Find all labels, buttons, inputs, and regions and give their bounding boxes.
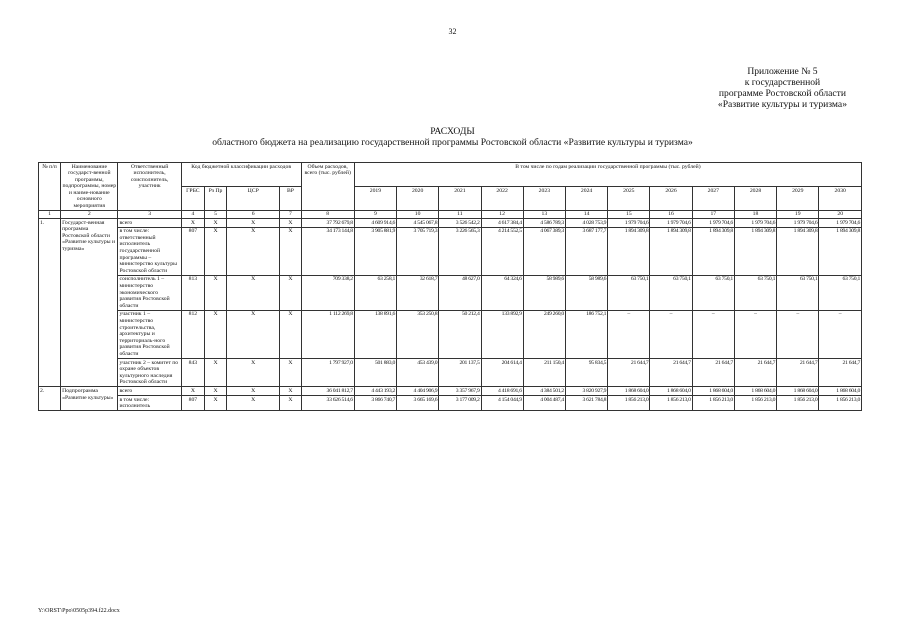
cell-num: 2.	[39, 387, 61, 411]
cell-year-value: 1 979 704,6	[608, 219, 650, 228]
column-index-cell: 14	[565, 211, 607, 219]
cell-year-value: 63 258,1	[354, 275, 396, 310]
column-index-cell: 4	[181, 211, 204, 219]
column-index-cell: 10	[397, 211, 439, 219]
cell-year-value: 4 067 389,3	[523, 227, 565, 275]
cell-year-value: 4 214 552,5	[481, 227, 523, 275]
column-index-cell: 17	[692, 211, 734, 219]
cell-year-value: 1 856 213,0	[777, 396, 819, 411]
column-index-cell: 7	[280, 211, 301, 219]
table-row	[39, 310, 862, 358]
column-index-cell: 6	[227, 211, 280, 219]
cell-total: 34 173 144,8	[301, 227, 354, 275]
cell-year-value: 58 989,6	[565, 275, 607, 310]
cell-year-value: 63 750,1	[650, 275, 692, 310]
cell-vr: X	[280, 310, 301, 358]
cell-responsible: в том числе: ответственный исполнитель государственной программы – министерство культуры Ростовской области	[118, 227, 181, 275]
cell-year-value: 1 979 704,6	[777, 219, 819, 228]
header-year: 2029	[777, 187, 819, 211]
cell-year-value: 3 526 542,2	[439, 219, 481, 228]
cell-vr: X	[280, 275, 301, 310]
cell-year-value: 4 154 044,9	[481, 396, 523, 411]
column-index-cell: 3	[118, 211, 181, 219]
cell-vr: X	[280, 387, 301, 396]
cell-year-value: 133 892,9	[481, 310, 523, 358]
header-year: 2028	[734, 187, 776, 211]
cell-year-value: 1 868 604,0	[692, 387, 734, 396]
cell-year-value: 1 979 704,6	[650, 219, 692, 228]
cell-year-value: –	[819, 310, 862, 358]
header-total: Объем расходов, всего (тыс. рублей)	[301, 163, 354, 211]
cell-year-value: –	[650, 310, 692, 358]
cell-csr: X	[227, 275, 280, 310]
cell-grbs: X	[181, 219, 204, 228]
document-title: РАСХОДЫ	[430, 126, 475, 137]
cell-year-value: 4 004 487,4	[523, 396, 565, 411]
cell-year-value: 211 150,4	[523, 359, 565, 387]
column-index-cell: 19	[777, 211, 819, 219]
cell-year-value: 32 618,7	[397, 275, 439, 310]
expenses-table	[38, 162, 862, 411]
cell-year-value: 63 750,1	[734, 275, 776, 310]
cell-num: 1.	[39, 219, 61, 387]
column-index-cell: 1	[39, 211, 61, 219]
cell-grbs: X	[181, 387, 204, 396]
cell-year-value: 1 979 704,6	[734, 219, 776, 228]
column-index-cell: 11	[439, 211, 481, 219]
cell-year-value: 63 750,1	[777, 275, 819, 310]
cell-year-value: 95 834,5	[565, 359, 607, 387]
cell-total: 1 112 269,8	[301, 310, 354, 358]
column-index-cell: 5	[204, 211, 226, 219]
cell-rzpr: X	[204, 219, 226, 228]
cell-year-value: 1 856 213,0	[819, 396, 862, 411]
cell-csr: X	[227, 227, 280, 275]
cell-year-value: 63 750,1	[608, 275, 650, 310]
cell-year-value: 50 212,4	[439, 310, 481, 358]
cell-year-value: –	[608, 310, 650, 358]
header-rzpr: Рз Пр	[204, 187, 226, 211]
column-index-cell: 20	[819, 211, 862, 219]
cell-rzpr: X	[204, 310, 226, 358]
header-responsible: Ответственный исполнитель, соисполнитель, участник	[118, 163, 181, 211]
cell-year-value: 4 609 914,6	[354, 219, 396, 228]
cell-year-value: 21 644,7	[819, 359, 862, 387]
header-year: 2026	[650, 187, 692, 211]
header-year: 2024	[565, 187, 607, 211]
cell-responsible: всего	[118, 387, 181, 396]
cell-grbs: 843	[181, 359, 204, 387]
cell-total: 37 792 679,8	[301, 219, 354, 228]
cell-year-value: 3 687 177,7	[565, 227, 607, 275]
cell-year-value: 1 868 604,0	[734, 387, 776, 396]
cell-year-value: –	[777, 310, 819, 358]
appendix-line: «Развитие культуры и туризма»	[717, 99, 847, 110]
cell-year-value: 48 627,0	[439, 275, 481, 310]
cell-csr: X	[227, 219, 280, 228]
table-row	[39, 227, 862, 275]
cell-year-value: 1 894 309,8	[608, 227, 650, 275]
cell-year-value: 1 868 604,0	[650, 387, 692, 396]
cell-year-value: 63 750,1	[692, 275, 734, 310]
cell-total: 36 041 812,7	[301, 387, 354, 396]
cell-vr: X	[280, 227, 301, 275]
cell-vr: X	[280, 219, 301, 228]
cell-year-value: 4 545 067,8	[397, 219, 439, 228]
cell-year-value: 3 665 169,6	[397, 396, 439, 411]
column-index-cell: 2	[61, 211, 118, 219]
header-year: 2030	[819, 187, 862, 211]
cell-year-value: 63 750,1	[819, 275, 862, 310]
cell-year-value: 204 614,4	[481, 359, 523, 387]
cell-name: Государст-венная программа Ростовской области «Развитие культуры и туризма»	[61, 219, 118, 387]
cell-vr: X	[280, 359, 301, 387]
column-index-cell: 8	[301, 211, 354, 219]
header-year: 2023	[523, 187, 565, 211]
cell-responsible: всего	[118, 219, 181, 228]
cell-year-value: 1 979 704,6	[692, 219, 734, 228]
cell-year-value: 453 439,0	[397, 359, 439, 387]
cell-year-value: 4 418 691,6	[481, 387, 523, 396]
cell-responsible: участник 2 – комитет по охране объектов культурного наследия Ростовской области	[118, 359, 181, 387]
cell-responsible: участник 1 – министерство строительства, архитектуры и территориаль-ного развития Ростовской области	[118, 310, 181, 358]
cell-year-value: 4 384 501,2	[523, 387, 565, 396]
cell-year-value: 3 905 881,9	[354, 227, 396, 275]
table-row	[39, 396, 862, 411]
cell-year-value: 4 443 193,2	[354, 387, 396, 396]
cell-year-value: 1 856 213,0	[692, 396, 734, 411]
cell-year-value: 4 586 789,3	[523, 219, 565, 228]
cell-year-value: 501 883,0	[354, 359, 396, 387]
header-grbs: ГРБС	[181, 187, 204, 211]
cell-year-value: 1 894 309,8	[777, 227, 819, 275]
cell-csr: X	[227, 387, 280, 396]
cell-year-value: 1 894 309,8	[819, 227, 862, 275]
cell-year-value: 249 260,0	[523, 310, 565, 358]
cell-year-value: 21 644,7	[608, 359, 650, 387]
cell-year-value: 1 894 309,8	[734, 227, 776, 275]
cell-year-value: 3 866 740,7	[354, 396, 396, 411]
table-row	[39, 359, 862, 387]
cell-grbs: 807	[181, 396, 204, 411]
cell-year-value: 21 644,7	[777, 359, 819, 387]
cell-rzpr: X	[204, 396, 226, 411]
page-number: 32	[448, 27, 457, 36]
header-code: Код бюджетной классификации расходов	[181, 163, 301, 187]
cell-year-value: 353 250,8	[397, 310, 439, 358]
appendix-line: Приложение № 5	[747, 66, 818, 77]
header-year: 2022	[481, 187, 523, 211]
column-index-cell: 16	[650, 211, 692, 219]
cell-year-value: 58 989,6	[523, 275, 565, 310]
cell-year-value: –	[692, 310, 734, 358]
cell-year-value: 138 891,6	[354, 310, 396, 358]
cell-grbs: 813	[181, 275, 204, 310]
cell-total: 33 626 514,6	[301, 396, 354, 411]
table-header	[39, 163, 862, 219]
cell-year-value: 186 752,1	[565, 310, 607, 358]
cell-year-value: 1 856 213,0	[650, 396, 692, 411]
cell-year-value: 4 028 753,9	[565, 219, 607, 228]
cell-rzpr: X	[204, 387, 226, 396]
cell-responsible: соисполнитель 1 – министерство экономического развития Ростовской области	[118, 275, 181, 310]
cell-responsible: в том числе: исполнитель	[118, 396, 181, 411]
cell-year-value: 21 644,7	[650, 359, 692, 387]
file-path-footer: Y:\ORST\Ppo\0505p394.f22.docx	[38, 608, 120, 614]
cell-year-value: 1 856 213,0	[734, 396, 776, 411]
cell-year-value: –	[734, 310, 776, 358]
cell-year-value: 3 226 565,3	[439, 227, 481, 275]
table-body	[39, 219, 862, 411]
cell-year-value: 1 894 309,8	[692, 227, 734, 275]
cell-year-value: 21 644,7	[734, 359, 776, 387]
cell-year-value: 3 177 009,2	[439, 396, 481, 411]
table-row	[39, 275, 862, 310]
table-row	[39, 387, 862, 396]
column-index-cell: 12	[481, 211, 523, 219]
cell-name: Подпрограмма «Развитие культуры»	[61, 387, 118, 411]
cell-grbs: 807	[181, 227, 204, 275]
header-year: 2021	[439, 187, 481, 211]
cell-year-value: 3 705 719,3	[397, 227, 439, 275]
cell-rzpr: X	[204, 359, 226, 387]
header-year: 2025	[608, 187, 650, 211]
cell-csr: X	[227, 396, 280, 411]
cell-total: 1 797 927,0	[301, 359, 354, 387]
cell-year-value: 1 868 604,0	[777, 387, 819, 396]
cell-year-value: 21 644,7	[692, 359, 734, 387]
header-year: 2020	[397, 187, 439, 211]
cell-year-value: 1 868 604,0	[608, 387, 650, 396]
cell-grbs: 812	[181, 310, 204, 358]
cell-total: 709 338,2	[301, 275, 354, 310]
cell-year-value: 1 894 309,8	[650, 227, 692, 275]
cell-year-value: 201 137,5	[439, 359, 481, 387]
header-name: Наименование государст-венной программы, подпрограммы, номер и наиме-нование основного мероприятия	[62, 163, 117, 210]
column-index-row	[39, 211, 862, 219]
header-year: 2019	[354, 187, 396, 211]
cell-csr: X	[227, 310, 280, 358]
cell-year-value: 64 324,6	[481, 275, 523, 310]
column-index-cell: 9	[354, 211, 396, 219]
cell-vr: X	[280, 396, 301, 411]
header-num: № п/п	[39, 163, 61, 211]
header-vr: ВР	[280, 187, 301, 211]
cell-year-value: 3 357 967,9	[439, 387, 481, 396]
cell-rzpr: X	[204, 227, 226, 275]
cell-year-value: 3 621 784,8	[565, 396, 607, 411]
cell-year-value: 1 868 604,0	[819, 387, 862, 396]
cell-year-value: 3 820 927,9	[565, 387, 607, 396]
document-title-block	[0, 126, 905, 148]
appendix-line: программе Ростовской области	[718, 88, 846, 99]
cell-year-value: 1 856 213,0	[608, 396, 650, 411]
column-index-cell: 15	[608, 211, 650, 219]
cell-year-value: 4 404 906,9	[397, 387, 439, 396]
header-year: 2027	[692, 187, 734, 211]
appendix-line: к государственной	[744, 77, 821, 88]
header-years-group: В том числе по годам реализации государственной программы (тыс. рублей)	[354, 163, 861, 187]
cell-csr: X	[227, 359, 280, 387]
table-row	[39, 219, 862, 228]
appendix-block	[718, 66, 847, 110]
column-index-cell: 13	[523, 211, 565, 219]
cell-year-value: 1 979 704,6	[819, 219, 862, 228]
document-subtitle: областного бюджета на реализацию государственной программы Ростовской области «Развитие культуры и туризма»	[212, 137, 693, 148]
cell-year-value: 4 617 384,4	[481, 219, 523, 228]
cell-rzpr: X	[204, 275, 226, 310]
header-csr: ЦСР	[227, 187, 280, 211]
column-index-cell: 18	[734, 211, 776, 219]
